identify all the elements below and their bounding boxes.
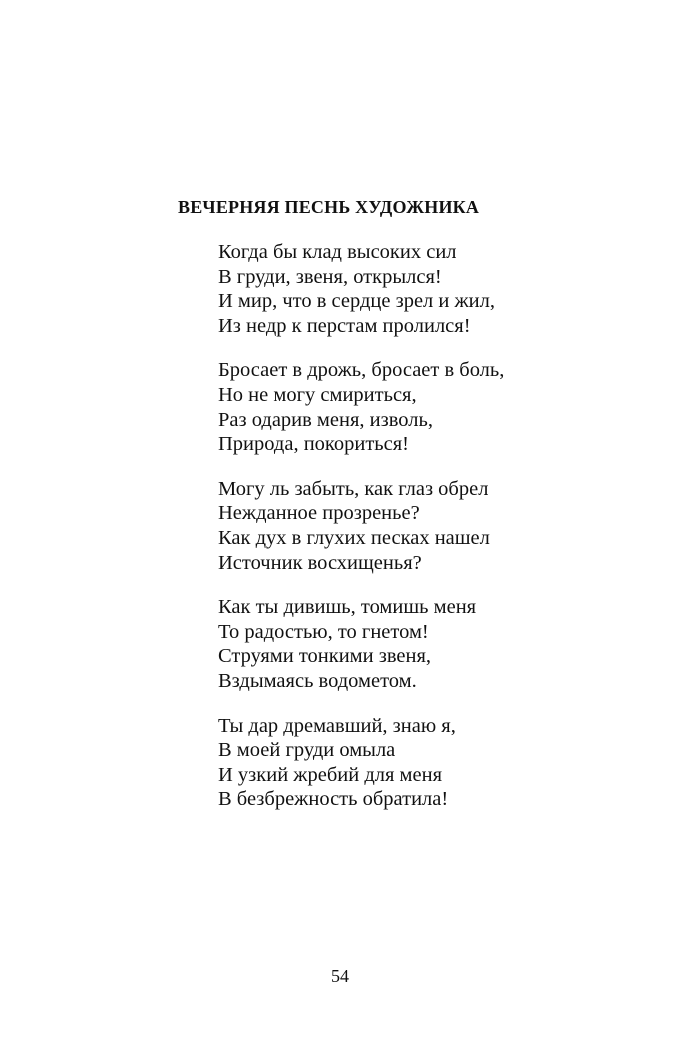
poem-line: Как ты дивишь, томишь меня (218, 596, 477, 619)
poem-line: В груди, звеня, открылся! (218, 265, 442, 288)
poem-line: То радостью, то гнетом! (218, 620, 429, 643)
poem-line: Как дух в глухих песках нашел (218, 526, 490, 549)
poem-line: В безбрежность обратила! (218, 788, 449, 811)
stanza (218, 714, 504, 812)
poem-line: Когда бы клад высоких сил (218, 241, 457, 263)
page-number: 54 (331, 966, 349, 986)
poem-line: Могу ль забыть, как глаз обрел (218, 477, 489, 500)
stanza (218, 358, 504, 456)
poem-line: И узкий жребий для меня (218, 763, 442, 786)
poem-line: Источник восхищенья? (218, 551, 422, 574)
stanza (218, 240, 504, 338)
stanza (218, 595, 504, 693)
poem-line: В моей груди омыла (218, 739, 396, 762)
poem-line: Природа, покориться! (218, 433, 409, 456)
poem-body (218, 240, 504, 832)
poem-line: Из недр к перстам пролился! (218, 314, 471, 337)
poem-line: Струями тонкими звеня, (218, 645, 432, 668)
poem-line: Раз одарив меня, изволь, (218, 408, 433, 431)
poem-title: ВЕЧЕРНЯЯ ПЕСНЬ ХУДОЖНИКА (178, 197, 480, 217)
poem-line: И мир, что в сердце зрел и жил, (218, 290, 495, 313)
poem-line: Вздымаясь водометом. (218, 669, 417, 692)
poem-line: Ты дар дремавший, знаю я, (218, 714, 456, 737)
poem-line: Но не могу смириться, (218, 383, 417, 406)
poem-line: Бросает в дрожь, бросает в боль, (218, 359, 505, 382)
stanza (218, 477, 504, 575)
poem-line: Нежданное прозренье? (218, 502, 420, 525)
